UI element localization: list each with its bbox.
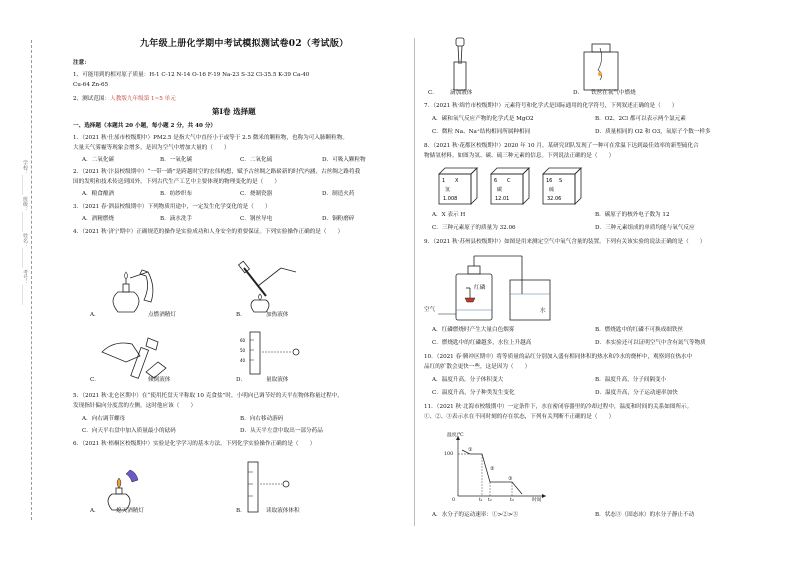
element-card [439, 168, 477, 204]
q5-stem: 5．（2021 秋·北仑区期中）在“使用托盘天平称取 10 克食盐”时，小明向已调节好的天平在物体称量过程中， [73, 393, 343, 399]
q3-option-b: B．滴水洗手 [160, 216, 193, 222]
q1-option-a: A．二氧化碳 [82, 157, 115, 163]
q11-stem-cont: ①、②、③表示水在不同时刻的存在状态，下列有关判断不正确的是（ ） [424, 414, 615, 420]
q1-stem: 1．（2021 秋·仕邡市校级期中）PM2.5 是指大气中直径小于或等于 2.5 微米的颗粒物，也称为可入肺颗粒物。 [73, 135, 348, 141]
q6-option-a: A． [90, 508, 100, 514]
q7-option-d: D．质量相同的 O2 和 O3，氧原子个数一样多 [595, 129, 711, 135]
q6-stem: 6．（2021 秋·梧桐区校级期中）实验是化学学习的基本方法。下列化学实验操作正确的是（ ） [73, 441, 316, 447]
q1-option-d: D．可吸入颗粒物 [322, 157, 366, 163]
q6-a-caption: 熄灭酒精灯 [116, 508, 144, 514]
q3-option-a: A．酒精燃烧 [82, 216, 115, 222]
q9-air-label: 空气 [424, 307, 436, 313]
q7-option-a: A．碳和氧气反应产物的化学式是 MgO2 [432, 116, 534, 122]
q5-option-a: A．向右调节螺母 [82, 416, 126, 422]
q3-option-c: C．钢丝导电 [240, 216, 273, 222]
r-option-c: C． [428, 90, 438, 96]
element-number: 1 [442, 178, 446, 184]
q2-stem-cont: 国的发明和技术传送到国外。下列古代生产工艺中主要体现的物理变化的是（ ） [73, 179, 280, 185]
q9-option-a: A．红磷燃烧时产生大量白色烟雾 [432, 327, 515, 333]
graph-state-2: ② [490, 467, 495, 472]
note-atomic-masses: 1、可能用到的相对原子质量：H-1 C-12 N-14 O-16 F-19 Na-23 S-32 Cl-35.5 K-39 Ca-40 [73, 72, 310, 78]
q4-stem: 4．（2021 秋·济宁期中）正确规范的操作是实验成功和人身安全的重要保证。下列实验操作正确的是（ ） [73, 229, 344, 235]
element-name: 硫 [549, 187, 555, 193]
q7-option-b: B．O2、2Cl 都可以表示两个氯元素 [595, 116, 686, 122]
r-option-d: D． [573, 90, 584, 96]
element-name: 碳 [497, 187, 503, 193]
q4-a-caption: 点燃酒精灯 [148, 312, 176, 318]
q7-option-c: C．微粒 Na、Na⁺结构相同所属种相同 [432, 129, 531, 135]
q9-water-label: 水 [540, 308, 546, 314]
element-card [543, 168, 581, 204]
notes-heading: 注意： [73, 60, 90, 66]
q2-option-c: C．烧制瓷器 [240, 191, 273, 197]
q11-option-a: A．水分子的运动速率：①>②>③ [432, 512, 519, 518]
column-divider [414, 38, 415, 526]
note-test-range: 2、测试范围：人教版九年级第 1~5 单元 [73, 96, 176, 102]
graph-state-3: ③ [508, 477, 513, 482]
figure-lighting-alcohol-lamp [96, 262, 176, 317]
element-card [491, 168, 529, 204]
r-c-caption: 滴加液体 [450, 90, 473, 96]
element-name: 氢 [445, 187, 451, 193]
graph-y-label: 温度/℃ [447, 433, 464, 438]
figure-pouring-liquid [96, 332, 176, 382]
q4-option-d: D． [236, 377, 247, 383]
figure-heating-liquid [236, 258, 306, 316]
q4-option-a: A． [90, 312, 100, 318]
q11-option-b: B．状态③（固态冰）的水分子静止不动 [595, 512, 695, 518]
svg-text:50: 50 [240, 348, 246, 353]
binding-student-info: 学校：________ 班级：________ 姓名：________ 考号：________ [22, 160, 28, 305]
q2-option-d: D．制造火药 [322, 191, 355, 197]
svg-text:60: 60 [240, 338, 246, 343]
note-atomic-masses-cont: Cu-64 Zn-65 [73, 82, 109, 88]
element-cards [437, 166, 597, 208]
q5-option-c: C．向天平右盘中加入质量最小的砝码 [82, 428, 176, 434]
q9-option-c: C．燃烧匙中的红磷越多，水位上升越高 [432, 340, 532, 346]
q3-option-d: D．铜粉磨碎 [322, 216, 355, 222]
q4-c-caption: 倾倒液体 [148, 377, 171, 383]
section-title: 第Ⅰ卷 选择题 [212, 107, 256, 116]
element-symbol: X [455, 178, 459, 184]
q5-stem-cont: 发现指针偏向分度盘的左侧，这时他应该（ ） [73, 403, 197, 409]
element-mass: 32.06 [547, 196, 562, 202]
figure-extinguishing-lamp [96, 466, 156, 514]
q8-option-a: A．X 表示 H [432, 212, 466, 218]
q8-option-b: B．碳原子的核外电子数为 12 [595, 212, 670, 218]
q4-d-caption: 量取液体 [266, 377, 289, 383]
q9-option-d: D．本实验还可以证明空气中含有氮气等物质 [595, 340, 706, 346]
figure-dropping-liquid [440, 38, 490, 92]
q8-option-c: C．三种元素原子的质量为 32.06 [432, 225, 516, 231]
q10-option-d: D．温度升高，分子运动速率加快 [595, 390, 678, 396]
q9-stem: 9．（2021 秋·苏州县校级期中）如图是用来测定空气中氧气含量的装置。下列有关该实验的说法正确的是（ ） [424, 239, 706, 245]
graph-t1: t₁ [479, 498, 483, 503]
exam-title: 九年级上册化学期中考试模拟测试卷02（考试版） [140, 39, 349, 49]
q10-stem: 10．（2021 春·腾冲区期中）将等质量的品红分别加入盛有相同体积的热水和冷水的烧杯中，观察到在热水中 [424, 354, 693, 360]
q8-stem-cont: 物储氢材料。如图为氢、碳、硫三种元素的信息。下列说法正确的是（ ） [424, 153, 615, 159]
graph-state-1: ① [468, 448, 473, 453]
figure-reading-cylinder [240, 328, 310, 378]
q9-red-phosphorus-label: 红磷 [474, 285, 486, 291]
q7-stem: 7．（2021 秋·绵竹市校级期中）元素符号和化学式是国际通用的化学符号，下列叙述正确的是（ ） [424, 103, 678, 109]
q5-option-d: D．从天平左盘中取出一部分药品 [240, 428, 323, 434]
graph-t3: t₃ [510, 498, 514, 503]
svg-text:40: 40 [240, 358, 246, 363]
element-symbol: C [507, 178, 511, 184]
q1-stem-cont: 大量天气雾霾等现象会增多，是因为空气中增加大量的（ ） [73, 145, 230, 151]
q8-option-d: D．三种元素组成的单质均能与氧气反应 [595, 225, 695, 231]
q6-b-caption: 读取液体体积 [266, 508, 300, 514]
binding-line [31, 40, 32, 520]
element-cards-svg [437, 166, 597, 208]
element-symbol: S [559, 178, 563, 184]
q10-stem-cont: 品红的扩散会更快一些，这是因为（ ） [424, 364, 531, 370]
q8-stem: 8．（2021 秋·花都区校级期中）2020 年 10 月，某研究团队发现了一种可在常温下达到最佳效率的新型硫化合 [424, 143, 699, 149]
element-mass: 1.008 [443, 196, 458, 202]
q2-option-a: A．粮食酿酒 [82, 191, 115, 197]
q2-option-b: B．纺纱织布 [160, 191, 193, 197]
q1-option-c: C．二氧化硫 [240, 157, 273, 163]
q5-option-b: B．向右移动游码 [240, 416, 284, 422]
q9-option-b: B．燃烧匙中的红磷不可换成细铁丝 [595, 327, 684, 333]
graph-x-label: 时间 [532, 498, 542, 503]
q3-stem: 3．（2021 春·泗县校级期中）下列物质用途中，一定发生化学变化的是（ ） [73, 204, 271, 210]
graph-y-tick: 100 [444, 452, 454, 457]
figure-reading-volume [238, 460, 298, 514]
part-heading: 一、选择题（本题共 20 小题，每小题 2 分，共 40 分） [73, 123, 217, 129]
q11-stem: 11．（2021 秋·北海市校级期中）一定条件下，水在密闭容器里的冷却过程中，温度和时间的关系如图所示。 [424, 404, 693, 410]
q4-option-c: C． [90, 377, 100, 383]
graph-t2: t₂ [488, 498, 492, 503]
q4-b-caption: 加热液体 [266, 312, 289, 318]
q4-option-b: B． [236, 312, 246, 318]
element-number: 16 [546, 178, 553, 184]
figure-iron-wire-burning [578, 38, 624, 92]
q10-option-b: B．温度升高，分子间隔变小 [595, 377, 667, 383]
q2-stem: 2．（2021 秋·汴县校级期中）“一带一路”是跨越时空的宏伟构想，赋予古丝绸之路崭新的时代内涵，古丝绸之路将我 [73, 169, 361, 175]
q1-option-b: B．一氧化碳 [160, 157, 193, 163]
element-number: 6 [494, 178, 498, 184]
q10-option-a: A．温度升高，分子体积变大 [432, 377, 504, 383]
q6-option-b: B． [236, 508, 246, 514]
r-d-caption: 铁丝在氧气中燃烧 [591, 90, 636, 96]
graph-origin: 0 [452, 498, 456, 503]
q10-option-c: C．温度升高，分子种类发生变化 [432, 390, 515, 396]
element-mass: 12.01 [495, 196, 510, 202]
